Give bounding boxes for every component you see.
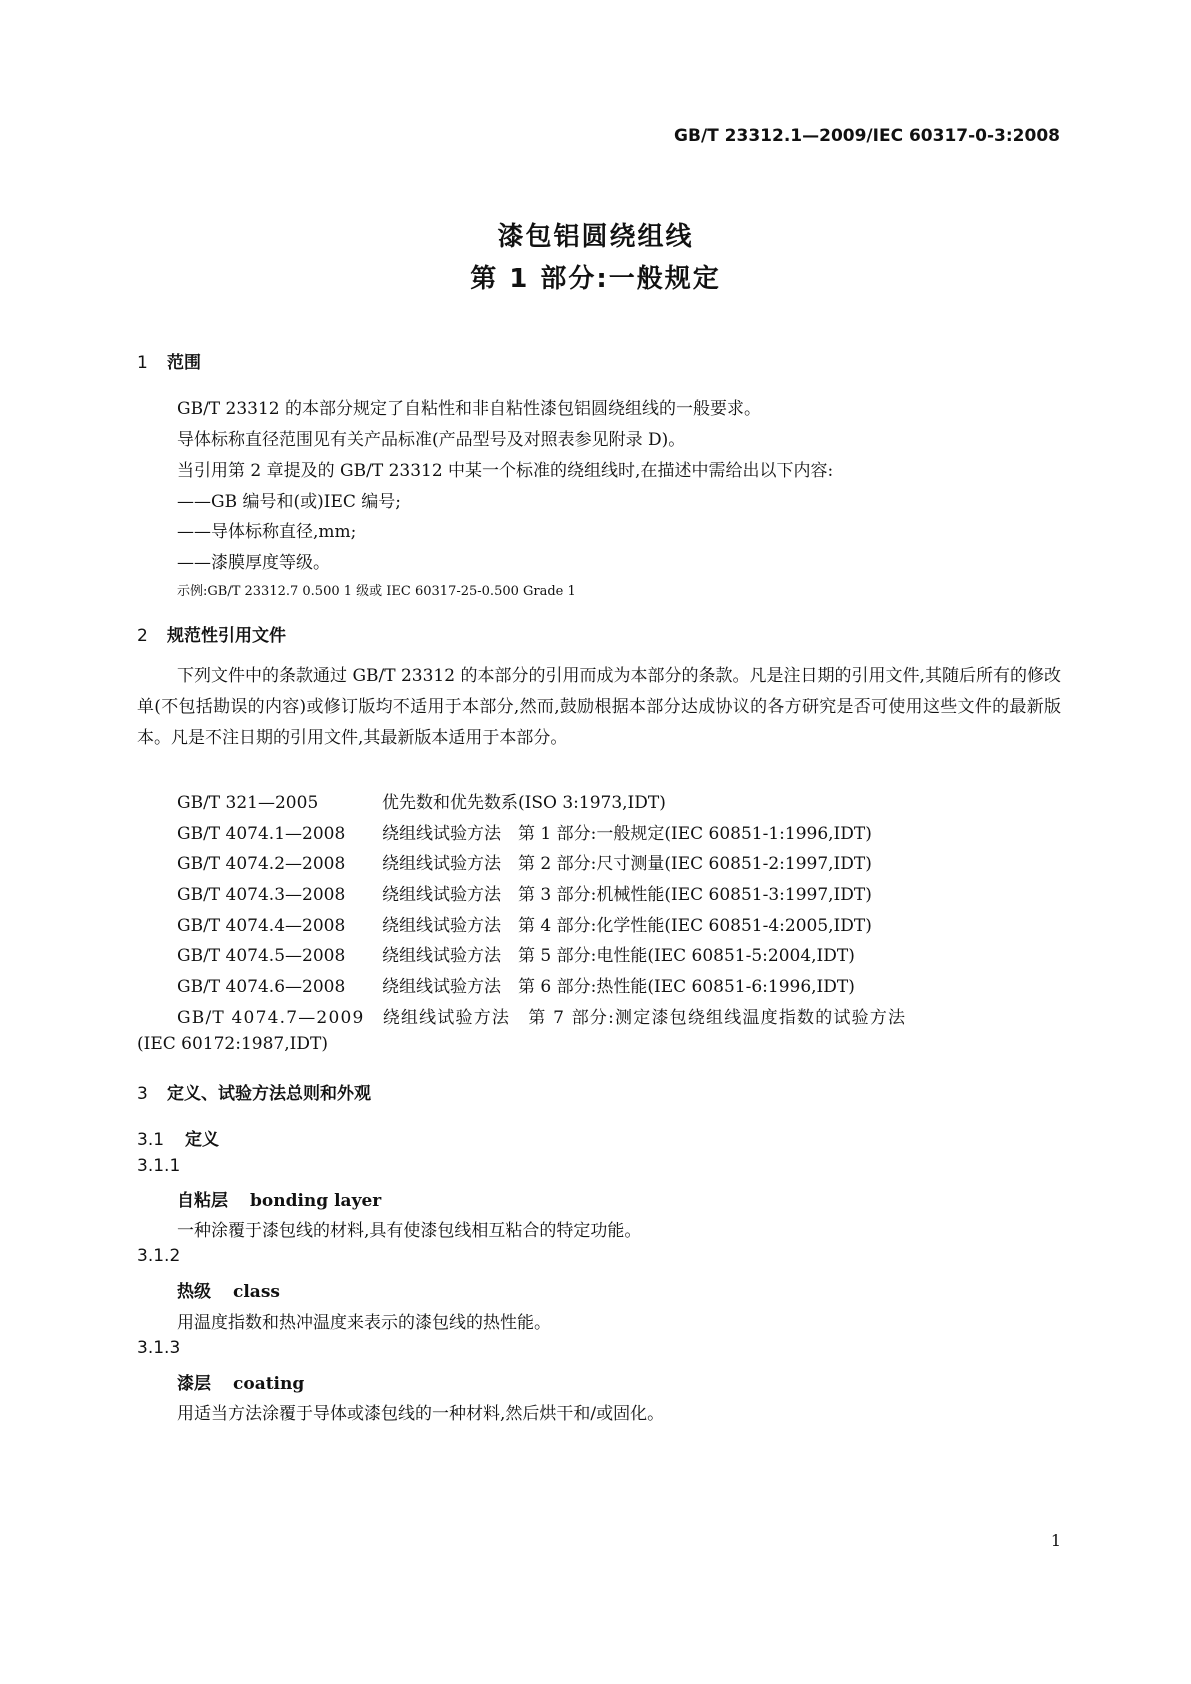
term-chinese: 自粘层 bbox=[177, 1191, 228, 1211]
reference-title: 绕组线试验方法 第 1 部分:一般规定(IEC 60851-1:1996,IDT) bbox=[382, 824, 872, 844]
reference-item-7-line-1: GB/T 4074.7—2009 绕组线试验方法 第 7 部分:测定漆包绕组线温度指数的试验方法 bbox=[177, 1008, 907, 1028]
document-header: GB/T 23312.1—2009/IEC 60317-0-3:2008 bbox=[674, 126, 1060, 146]
subsection-3-1-title: 定义 bbox=[185, 1130, 219, 1150]
term-english: bonding layer bbox=[250, 1191, 382, 1211]
scope-paragraph-3: 当引用第 2 章提及的 GB/T 23312 中某一个标准的绕组线时,在描述中需给出以下内容: bbox=[177, 461, 834, 481]
term-chinese: 漆层 bbox=[177, 1374, 211, 1394]
section-1-heading bbox=[137, 348, 201, 373]
section-1-number: 1 bbox=[137, 353, 148, 373]
normative-references-intro: 下列文件中的条款通过 GB/T 23312 的本部分的引用而成为本部分的条款。凡是注日期的引用文件,其随后所有的修改单(不包括勘误的内容)或修订版均不适用于本部分,然而,鼓励根据本部分达成协议的各方研究是否可使用这些文件的最新版本。凡是不注日期的引用文件,其最新版本适用于本部分。 bbox=[137, 666, 1061, 748]
reference-item bbox=[177, 788, 666, 813]
reference-item bbox=[177, 849, 872, 874]
term-number: 3.1.2 bbox=[137, 1246, 181, 1266]
section-1-title: 范围 bbox=[167, 353, 201, 373]
section-3-number: 3 bbox=[137, 1084, 148, 1104]
title-line-2: 第 1 部分:一般规定 bbox=[470, 264, 721, 294]
reference-title: 绕组线试验方法 第 6 部分:热性能(IEC 60851-6:1996,IDT) bbox=[382, 977, 855, 997]
reference-item-7-line-2: (IEC 60172:1987,IDT) bbox=[137, 1034, 328, 1054]
term-heading bbox=[177, 1186, 381, 1211]
term-definition: 一种涂覆于漆包线的材料,具有使漆包线相互粘合的特定功能。 bbox=[177, 1221, 642, 1241]
term-english: class bbox=[233, 1282, 280, 1302]
page-number: 1 bbox=[1050, 1531, 1061, 1550]
term-heading bbox=[177, 1277, 280, 1302]
term-definition: 用温度指数和热冲温度来表示的漆包线的热性能。 bbox=[177, 1313, 551, 1333]
reference-title: 绕组线试验方法 第 3 部分:机械性能(IEC 60851-3:1997,IDT) bbox=[382, 885, 872, 905]
term-definition: 用适当方法涂覆于导体或漆包线的一种材料,然后烘干和/或固化。 bbox=[177, 1404, 665, 1424]
reference-code: GB/T 4074.3—2008 bbox=[177, 885, 346, 905]
scope-example: 示例:GB/T 23312.7 0.500 1 级或 IEC 60317-25-0.500 Grade 1 bbox=[177, 584, 576, 599]
reference-code: GB/T 4074.6—2008 bbox=[177, 977, 346, 997]
scope-paragraph-2: 导体标称直径范围见有关产品标准(产品型号及对照表参见附录 D)。 bbox=[177, 430, 686, 450]
reference-code: GB/T 321—2005 bbox=[177, 793, 319, 813]
reference-title: 优先数和优先数系(ISO 3:1973,IDT) bbox=[382, 793, 666, 813]
reference-title: 绕组线试验方法 第 4 部分:化学性能(IEC 60851-4:2005,IDT) bbox=[382, 916, 872, 936]
subsection-3-1-number: 3.1 bbox=[137, 1130, 165, 1150]
reference-item bbox=[177, 880, 872, 905]
reference-code: GB/T 4074.1—2008 bbox=[177, 824, 346, 844]
reference-code: GB/T 4074.4—2008 bbox=[177, 916, 346, 936]
term-number: 3.1.3 bbox=[137, 1338, 181, 1358]
title-line-1: 漆包铝圆绕组线 bbox=[497, 222, 694, 252]
section-3-title: 定义、试验方法总则和外观 bbox=[167, 1084, 371, 1104]
term-heading bbox=[177, 1369, 304, 1394]
reference-item bbox=[177, 972, 855, 997]
reference-title: 绕组线试验方法 第 5 部分:电性能(IEC 60851-5:2004,IDT) bbox=[382, 946, 855, 966]
term-chinese: 热级 bbox=[177, 1282, 211, 1302]
reference-item bbox=[177, 941, 855, 966]
scope-dash-item-3: ——漆膜厚度等级。 bbox=[177, 553, 330, 573]
scope-paragraph-1: GB/T 23312 的本部分规定了自粘性和非自粘性漆包铝圆绕组线的一般要求。 bbox=[177, 399, 762, 419]
term-english: coating bbox=[233, 1374, 305, 1394]
section-2-title: 规范性引用文件 bbox=[167, 626, 286, 646]
subsection-3-1-heading bbox=[137, 1125, 219, 1150]
reference-code: GB/T 4074.5—2008 bbox=[177, 946, 346, 966]
reference-item bbox=[177, 819, 872, 844]
scope-dash-item-1: ——GB 编号和(或)IEC 编号; bbox=[177, 492, 402, 512]
section-3-heading bbox=[137, 1079, 371, 1104]
scope-dash-item-2: ——导体标称直径,mm; bbox=[177, 522, 357, 542]
section-2-number: 2 bbox=[137, 626, 148, 646]
reference-title: 绕组线试验方法 第 2 部分:尺寸测量(IEC 60851-2:1997,IDT) bbox=[382, 854, 872, 874]
term-number: 3.1.1 bbox=[137, 1156, 181, 1176]
reference-code: GB/T 4074.2—2008 bbox=[177, 854, 346, 874]
section-2-heading bbox=[137, 621, 286, 646]
reference-item bbox=[177, 911, 872, 936]
